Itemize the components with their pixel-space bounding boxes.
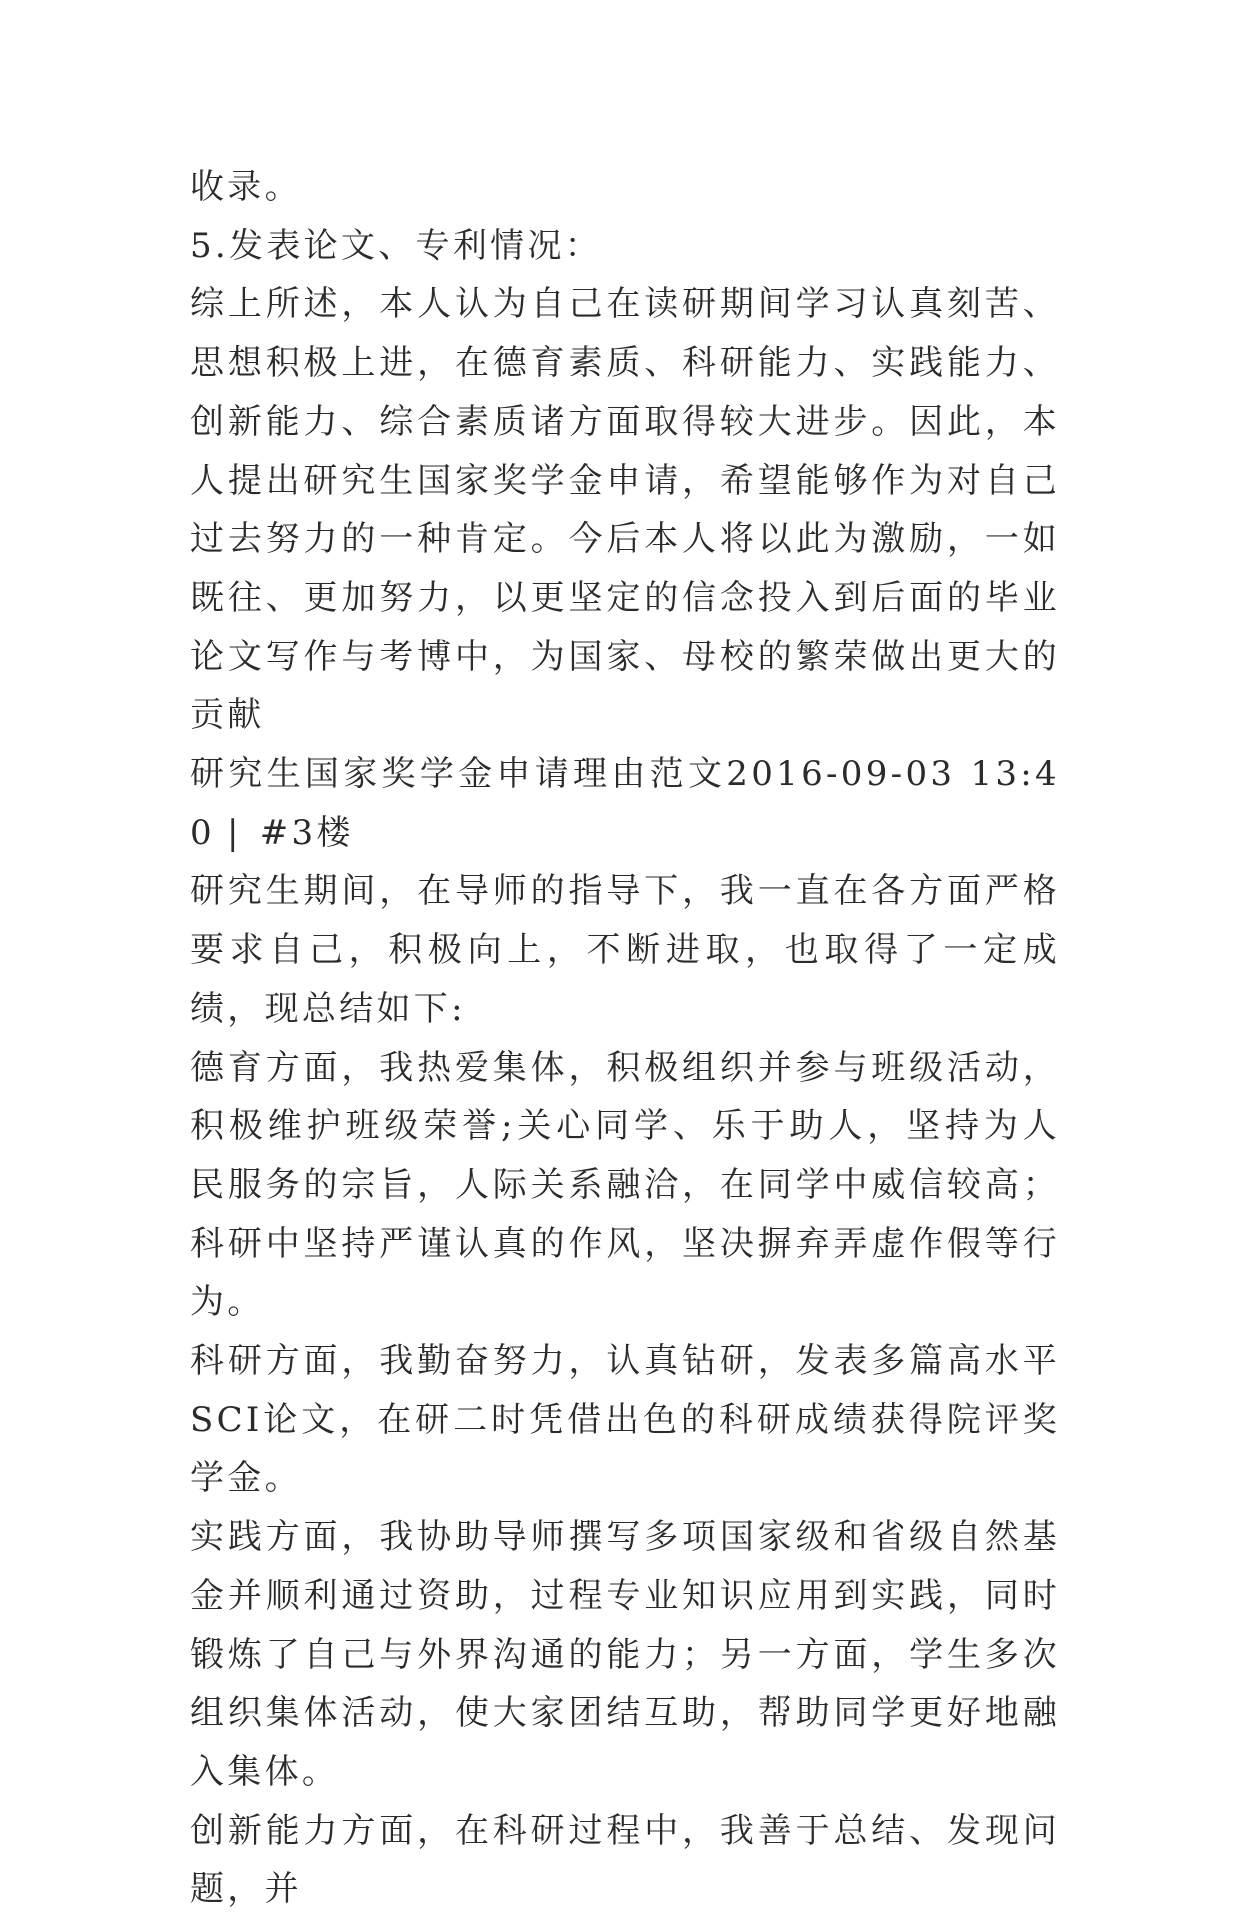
paragraph: 收录。 <box>190 167 302 207</box>
document-body <box>190 158 1060 1919</box>
paragraph: 创新能力方面，在科研过程中，我善于总结、发现问题，并 <box>190 1810 1060 1910</box>
paragraph: 5.发表论文、专利情况： <box>190 225 603 266</box>
paragraph: 科研方面，我勤奋努力，认真钻研，发表多篇高水平SCI论文，在研二时凭借出色的科研成绩获得院评奖学金。 <box>190 1341 1060 1499</box>
post-separator: | <box>226 812 242 853</box>
post-title: 研究生国家奖学金申请理由范文 <box>190 754 727 795</box>
paragraph: 实践方面，我协助导师撰写多项国家级和省级自然基金并顺利通过资助，过程专业知识应用到实践，同时锻炼了自己与外界沟通的能力；另一方面，学生多次组织集体活动，使大家团结互助，帮助同学更好地融入集体。 <box>190 1517 1060 1792</box>
post-header <box>190 745 1060 862</box>
paragraph: 综上所述，本人认为自己在读研期间学习认真刻苦、思想积极上进，在德育素质、科研能力、实践能力、创新能力、综合素质诸方面取得较大进步。因此，本人提出研究生国家奖学金申请，希望能够作为对自己过去努力的一种肯定。今后本人将以此为激励，一如既往、更加努力，以更坚定的信念投入到后面的毕业论文写作与考博中，为国家、母校的繁荣做出更大的贡献 <box>190 284 1060 736</box>
paragraph: 研究生期间，在导师的指导下，我一直在各方面严格要求自己，积极向上，不断进取，也取得了一定成绩，现总结如下: <box>190 871 1060 1029</box>
post-floor: #3楼 <box>259 812 354 853</box>
paragraph: 德育方面，我热爱集体，积极组织并参与班级活动，积极维护班级荣誉;关心同学、乐于助人，坚持为人民服务的宗旨，人际关系融洽，在同学中威信较高；科研中坚持严谨认真的作风，坚决摒弃弄虚作假等行为。 <box>190 1047 1060 1323</box>
post-datetime: 2016-09-03 13:40 <box>190 754 1060 853</box>
